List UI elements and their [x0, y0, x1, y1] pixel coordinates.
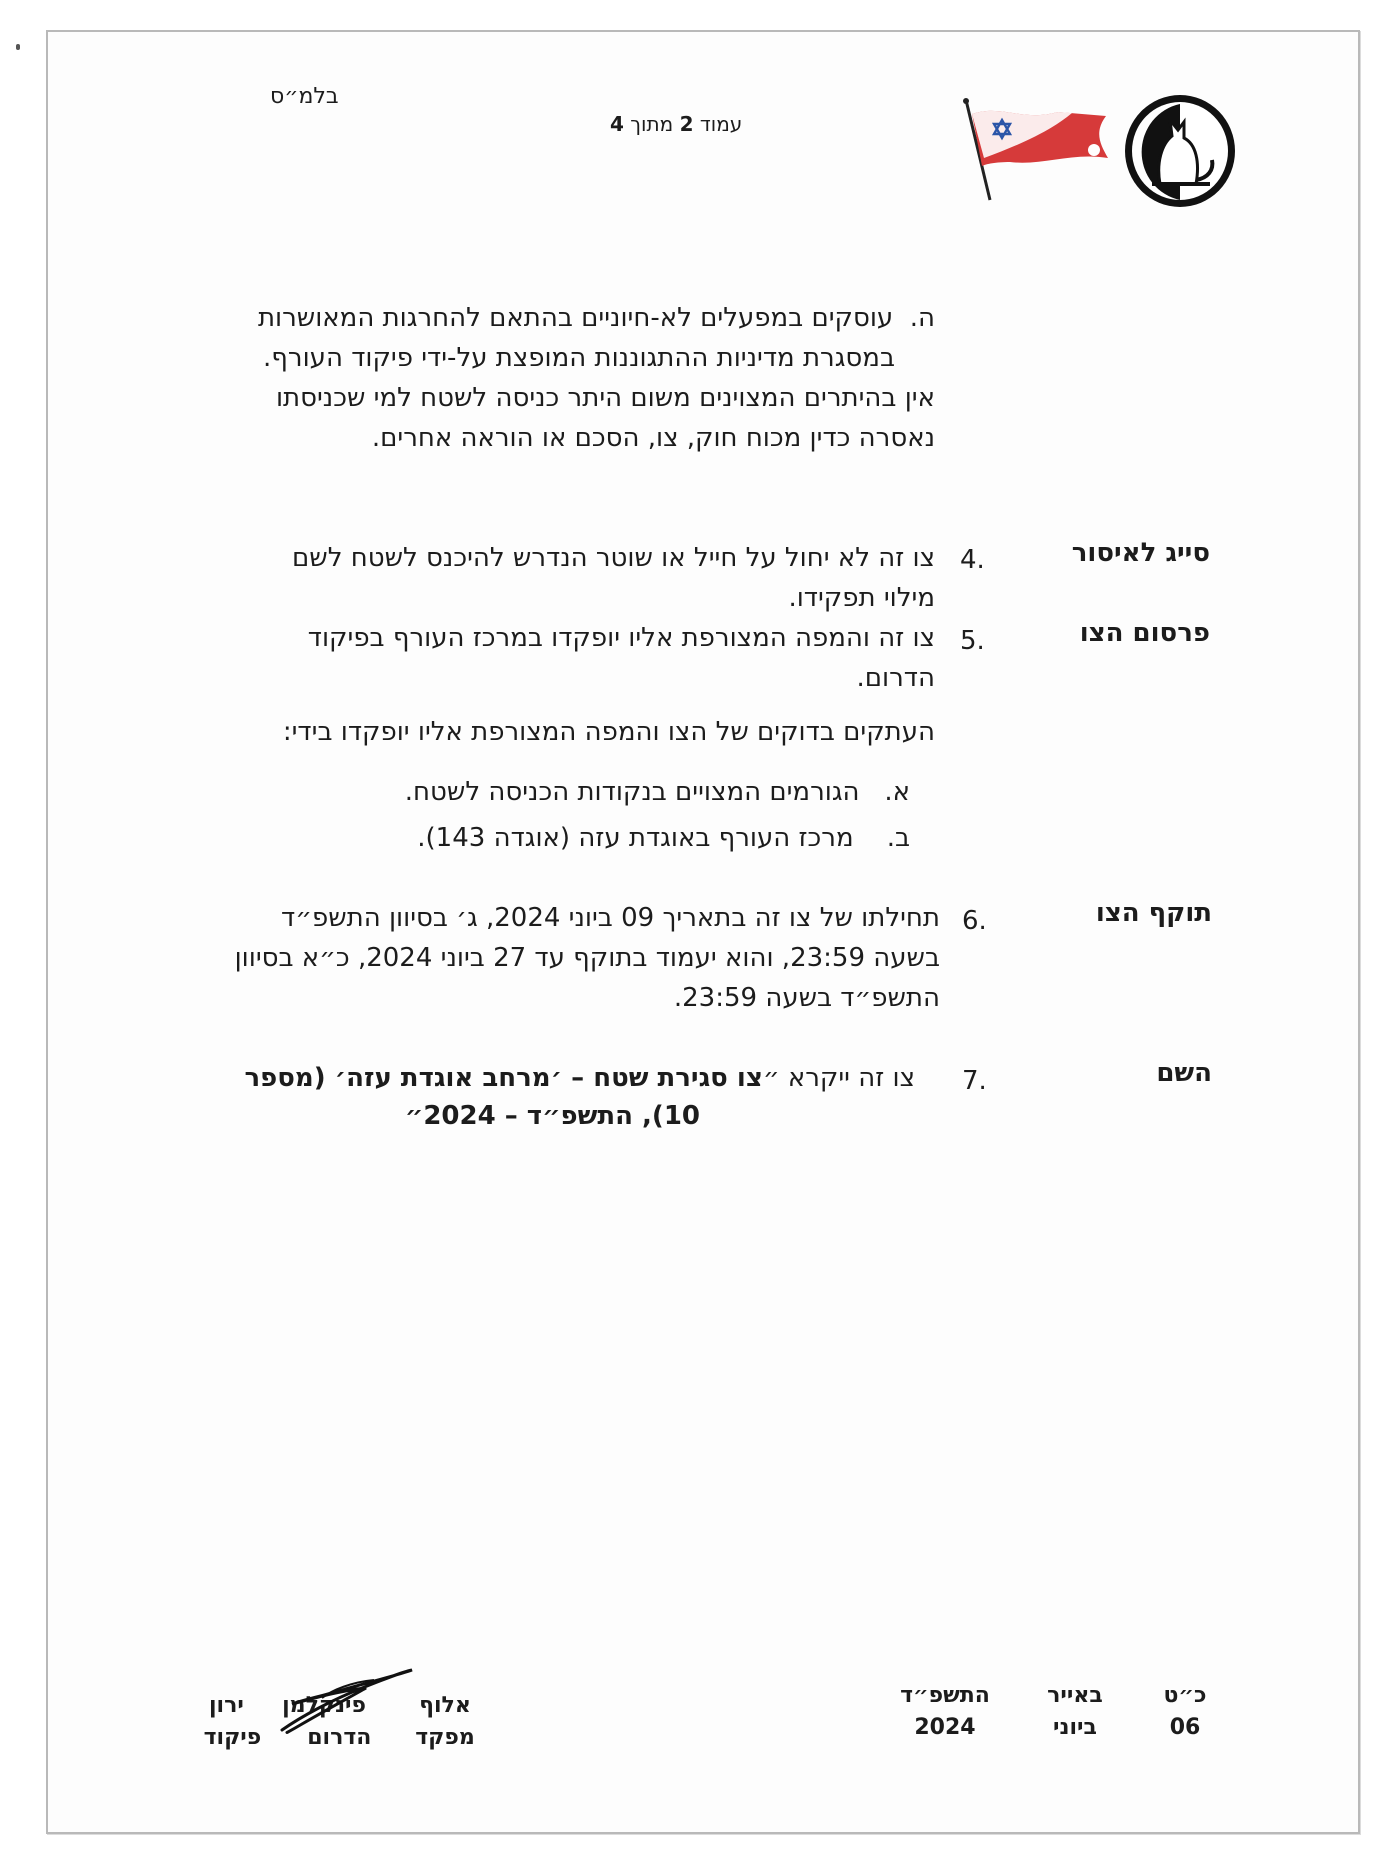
item-e-line-1: עוסקים במפעלים לא-חיוניים בהתאם להחרגות המאושרות — [257, 303, 894, 333]
item-e-line-4: נאסרה כדין מכוח חוק, צו, הסכם או הוראה אחרים. — [371, 423, 935, 453]
signer-command-word-1: פיקוד — [203, 1725, 262, 1750]
item-5-sub-b-text: מרכז העורף באוגדת עזה (אוגדה 143). — [417, 823, 854, 853]
signer-last-name: פינקלמן — [282, 1693, 367, 1718]
footer-day — [1140, 1680, 1230, 1744]
item-4-number: 4. — [960, 545, 985, 575]
page-of-label: מתוך — [630, 112, 674, 136]
page-label: עמוד — [699, 112, 743, 136]
greg-year: 2024 — [914, 1715, 976, 1740]
signer-command-word-2: הדרום — [307, 1725, 372, 1750]
southern-command-flag-icon — [962, 96, 1112, 206]
heb-month: באייר — [1047, 1683, 1103, 1708]
item-5-line-1: צו זה והמפה המצורפת אליו יופקדו במרכז העורף בפיקוד — [307, 623, 935, 653]
item-5-number: 5. — [960, 626, 985, 656]
idf-unit-emblem-icon — [1122, 92, 1238, 210]
item-5-sub-a — [175, 772, 910, 812]
handwritten-signature — [262, 1660, 422, 1740]
classification-label: בלמ״ס — [270, 84, 339, 109]
footer-year — [880, 1680, 1010, 1744]
item-7-line-1 — [175, 1058, 915, 1098]
greg-month: ביוני — [1053, 1715, 1097, 1740]
heb-year: התשפ״ד — [900, 1683, 990, 1708]
item-6-line-1: תחילתו של צו זה בתאריך 09 ביוני 2024, ג׳ בסיוון התשפ״ד — [281, 903, 940, 933]
item-7-heading: השם — [1156, 1058, 1212, 1088]
item-6-number: 6. — [962, 906, 987, 936]
page-total: 4 — [610, 112, 624, 136]
item-e-marker: ה. — [909, 303, 935, 333]
item-7-line-2: 10), התשפ״ד – 2024״ — [404, 1101, 700, 1131]
item-5-sub-a-marker: א. — [884, 777, 910, 807]
item-5-sub-a-text: הגורמים המצויים בנקודות הכניסה לשטח. — [404, 777, 860, 807]
item-4-line-1: צו זה לא יחול על חייל או שוטר הנדרש להיכנס לשטח לשם — [292, 543, 935, 573]
page-number — [610, 112, 742, 136]
item-5-sub-b — [175, 818, 910, 858]
item-6-heading: תוקף הצו — [1095, 898, 1212, 928]
item-e-line-3: אין בהיתרים המצוינים משום היתר כניסה לשטח למי שכניסתו — [275, 383, 935, 413]
item-5-heading: פרסום הצו — [1079, 618, 1210, 648]
heb-day: כ״ט — [1163, 1683, 1207, 1708]
item-7-bold-1: צו סגירת שטח – ׳מרחב אוגדת עזה׳ (מספר — [244, 1063, 763, 1093]
item-6-line-2: בשעה 23:59, והוא יעמוד בתוקף עד 27 ביוני 2024, כ״א בסיוון — [234, 943, 940, 973]
signer-first-name: ירון — [208, 1693, 244, 1718]
item-e-line-2: במסגרת מדיניות ההתגוננות המופצת על-ידי פיקוד העורף. — [263, 343, 895, 373]
item-5-sub-b-marker: ב. — [886, 823, 910, 853]
item-7-plain: צו זה ייקרא ״ — [762, 1063, 915, 1093]
item-4-heading: סייג לאיסור — [1071, 538, 1210, 568]
greg-day: 06 — [1169, 1715, 1201, 1740]
signer-rank: אלוף — [419, 1693, 471, 1718]
footer-month — [1020, 1680, 1130, 1744]
scan-speck — [16, 44, 20, 50]
item-7-number: 7. — [962, 1066, 987, 1096]
item-5-copies-line: העתקים בדוקים של הצו והמפה המצורפת אליו יופקדו בידי: — [282, 717, 935, 747]
signer-role: מפקד — [415, 1725, 475, 1750]
page-current: 2 — [679, 112, 694, 136]
item-4-line-2: מילוי תפקידו. — [788, 583, 935, 613]
item-6-line-3: התשפ״ד בשעה 23:59. — [673, 983, 940, 1013]
item-5-line-2: הדרום. — [856, 663, 935, 693]
